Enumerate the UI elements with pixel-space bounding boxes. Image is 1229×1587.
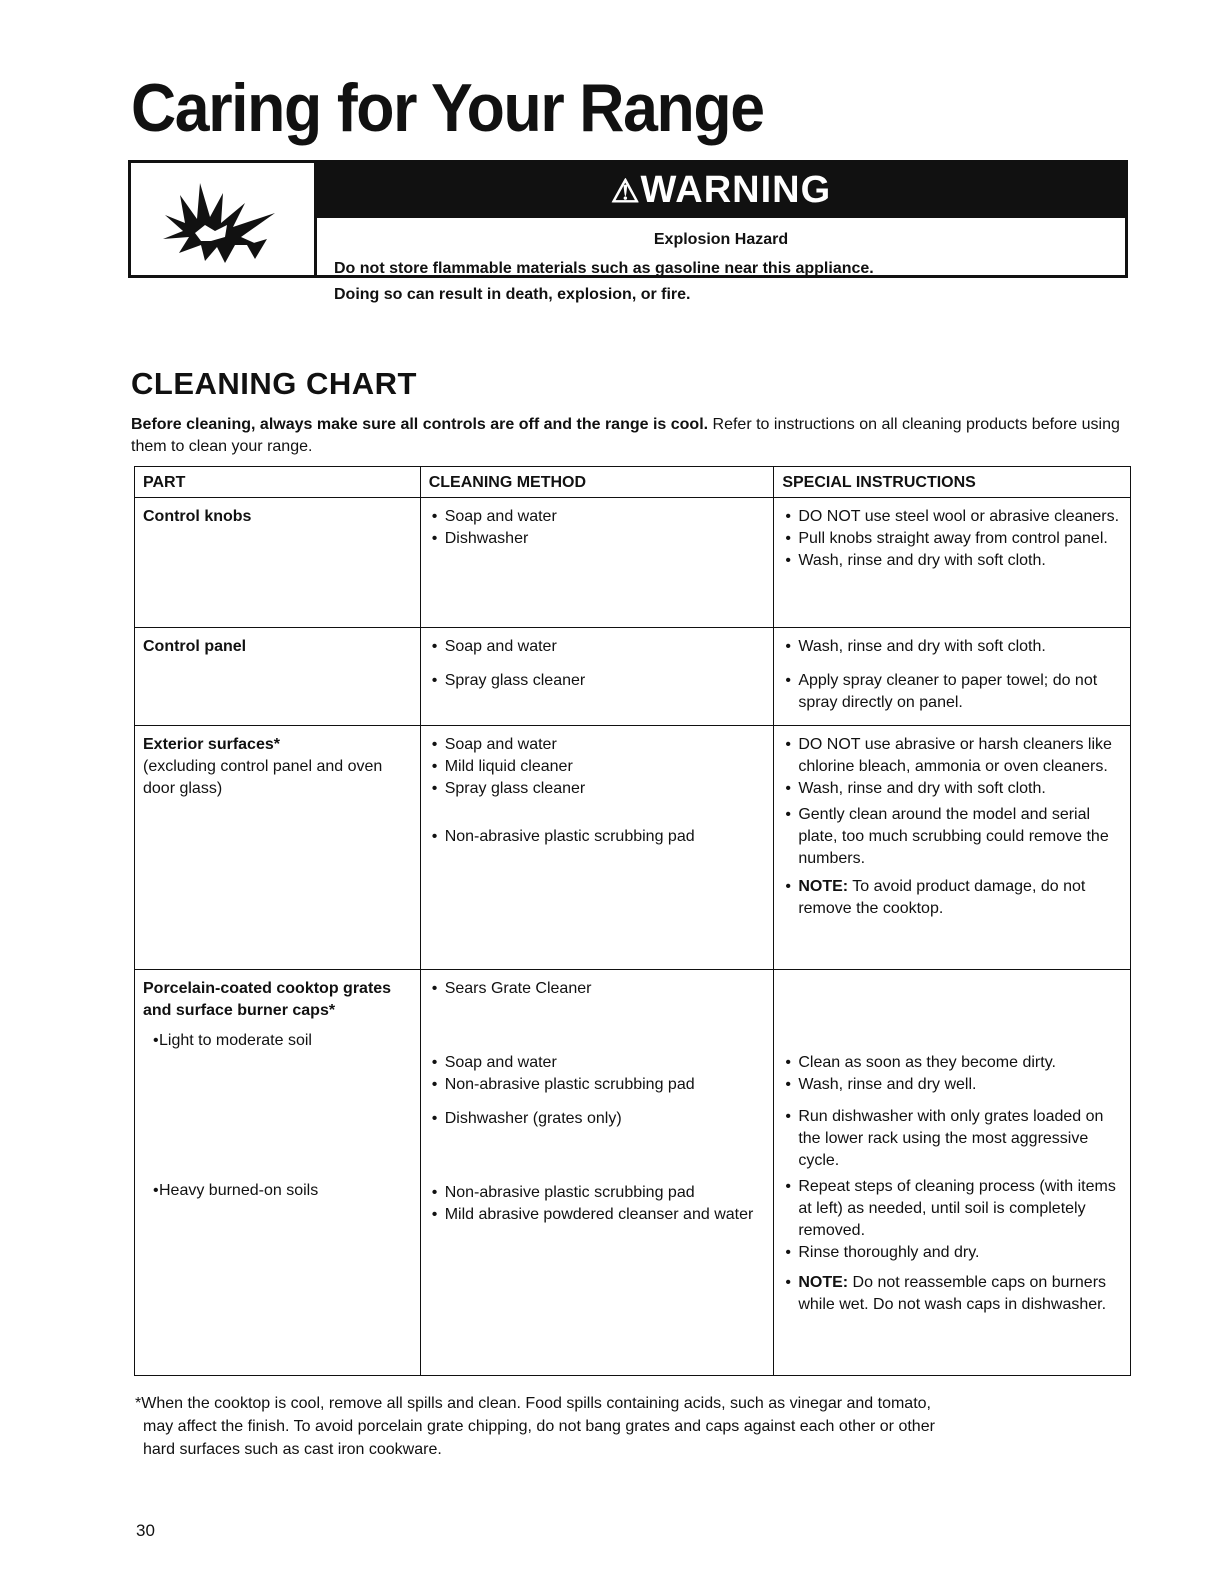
warning-box [128, 160, 1128, 303]
list-item: • DO NOT use abrasive or harsh cleaners like chlorine bleach, ammonia or oven cleaners. [782, 734, 1122, 778]
table-header-row [135, 467, 1131, 498]
part-name: Exterior surfaces* [143, 736, 280, 753]
method-list [429, 826, 766, 848]
footnote-line: hard surfaces such as cast iron cookware. [143, 1441, 442, 1458]
list-item: • Apply spray cleaner to paper towel; do not spray directly on panel. [782, 670, 1122, 714]
instruction-list [782, 734, 1122, 800]
instruction-list [782, 1052, 1122, 1096]
note-label: NOTE: [798, 1274, 849, 1291]
list-item [782, 1272, 1122, 1316]
list-item: • Non-abrasive plastic scrubbing pad [429, 1074, 766, 1096]
list-item: • Wash, rinse and dry with soft cloth. [782, 778, 1122, 800]
list-item: • Wash, rinse and dry with soft cloth. [782, 550, 1122, 572]
page-title: Caring for Your Range [131, 70, 764, 146]
column-header-instructions: SPECIAL INSTRUCTIONS [774, 467, 1131, 498]
part-name: Control panel [143, 638, 247, 655]
instruction-list [782, 1176, 1122, 1264]
list-item: • Mild abrasive powdered cleanser and water [429, 1204, 766, 1226]
part-name: Control knobs [143, 508, 252, 525]
method-list [429, 1108, 766, 1130]
intro-rest: Refer to instructions on all cleaning products before using them to clean your range. [131, 416, 1120, 455]
soil-level-heavy: • Heavy burned-on soils [143, 1180, 412, 1202]
warning-hazard-title: Explosion Hazard [653, 231, 789, 248]
list-item: • Wash, rinse and dry with soft cloth. [782, 636, 1122, 658]
warning-triangle-icon: ⚠ [610, 173, 641, 209]
list-item: • Soap and water [429, 636, 766, 658]
list-item: • Soap and water [429, 734, 766, 756]
column-header-method: CLEANING METHOD [420, 467, 774, 498]
method-list [429, 506, 766, 550]
warning-icon-cell [131, 163, 317, 275]
column-header-part: PART [135, 467, 421, 498]
intro-bold: Before cleaning, always make sure all controls are off and the range is cool. [131, 416, 709, 433]
list-item: • Non-abrasive plastic scrubbing pad [429, 1182, 766, 1204]
list-item: • Gently clean around the model and serial plate, too much scrubbing could remove the numbers. [782, 804, 1122, 870]
method-list [429, 636, 766, 658]
list-item: • Pull knobs straight away from control panel. [782, 528, 1122, 550]
instruction-list [782, 670, 1122, 714]
soil-level-light: • Light to moderate soil [143, 1030, 412, 1052]
instruction-list [782, 804, 1122, 870]
list-item: • Sears Grate Cleaner [429, 978, 766, 1000]
note-label: NOTE: [798, 878, 849, 895]
list-item: • Clean as soon as they become dirty. [782, 1052, 1122, 1074]
note-text: Do not reassemble caps on burners while wet. Do not wash caps in dishwasher. [798, 1274, 1107, 1313]
note-text: To avoid product damage, do not remove the cooktop. [798, 878, 1086, 917]
footnote [135, 1392, 1135, 1461]
table-row [135, 498, 1131, 628]
list-item: • Dishwasher (grates only) [429, 1108, 766, 1130]
part-subtext: (excluding control panel and oven door glass) [143, 758, 383, 797]
method-list [429, 978, 766, 1000]
list-item: • Repeat steps of cleaning process (with items at left) as needed, until soil is completely removed. [782, 1176, 1122, 1242]
method-list [429, 670, 766, 692]
warning-line-1: Do not store flammable materials such as gasoline near this appliance. [334, 260, 874, 277]
list-item: • Wash, rinse and dry well. [782, 1074, 1122, 1096]
footnote-line: *When the cooktop is cool, remove all spills and clean. Food spills containing acids, such as vinegar and tomato, [135, 1395, 931, 1412]
list-item: • Spray glass cleaner [429, 670, 766, 692]
warning-line-2: Doing so can result in death, explosion, or fire. [334, 286, 691, 303]
list-item: • Soap and water [429, 506, 766, 528]
list-item: • Non-abrasive plastic scrubbing pad [429, 826, 766, 848]
instruction-list [782, 876, 1122, 920]
instruction-list [782, 636, 1122, 658]
list-item: • Run dishwasher with only grates loaded on the lower rack using the most aggressive cycle. [782, 1106, 1122, 1172]
list-item: • Rinse thoroughly and dry. [782, 1242, 1122, 1264]
warning-header [317, 163, 1125, 218]
instruction-list [782, 1272, 1122, 1316]
method-list [429, 734, 766, 800]
table-row [135, 726, 1131, 970]
method-list [429, 1182, 766, 1226]
method-list [429, 1052, 766, 1096]
instruction-list [782, 1106, 1122, 1172]
cleaning-intro [131, 414, 1121, 458]
cleaning-chart-heading: CLEANING CHART [131, 366, 417, 401]
warning-header-label: WARNING [640, 169, 832, 211]
list-item [782, 876, 1122, 920]
part-name: Porcelain-coated cooktop grates and surface burner caps* [143, 980, 392, 1019]
list-item: • Spray glass cleaner [429, 778, 766, 800]
list-item: • Mild liquid cleaner [429, 756, 766, 778]
explosion-icon [155, 175, 295, 265]
instruction-spacer [782, 978, 1122, 1052]
footnote-line: may affect the finish. To avoid porcelain grate chipping, do not bang grates and caps against each other or other [143, 1418, 935, 1435]
page-number: 30 [136, 1521, 155, 1540]
list-item: • Dishwasher [429, 528, 766, 550]
cleaning-table [134, 466, 1131, 1376]
list-item: • DO NOT use steel wool or abrasive cleaners. [782, 506, 1122, 528]
list-item: • Soap and water [429, 1052, 766, 1074]
table-row [135, 628, 1131, 726]
instruction-list [782, 506, 1122, 572]
table-row [135, 970, 1131, 1376]
